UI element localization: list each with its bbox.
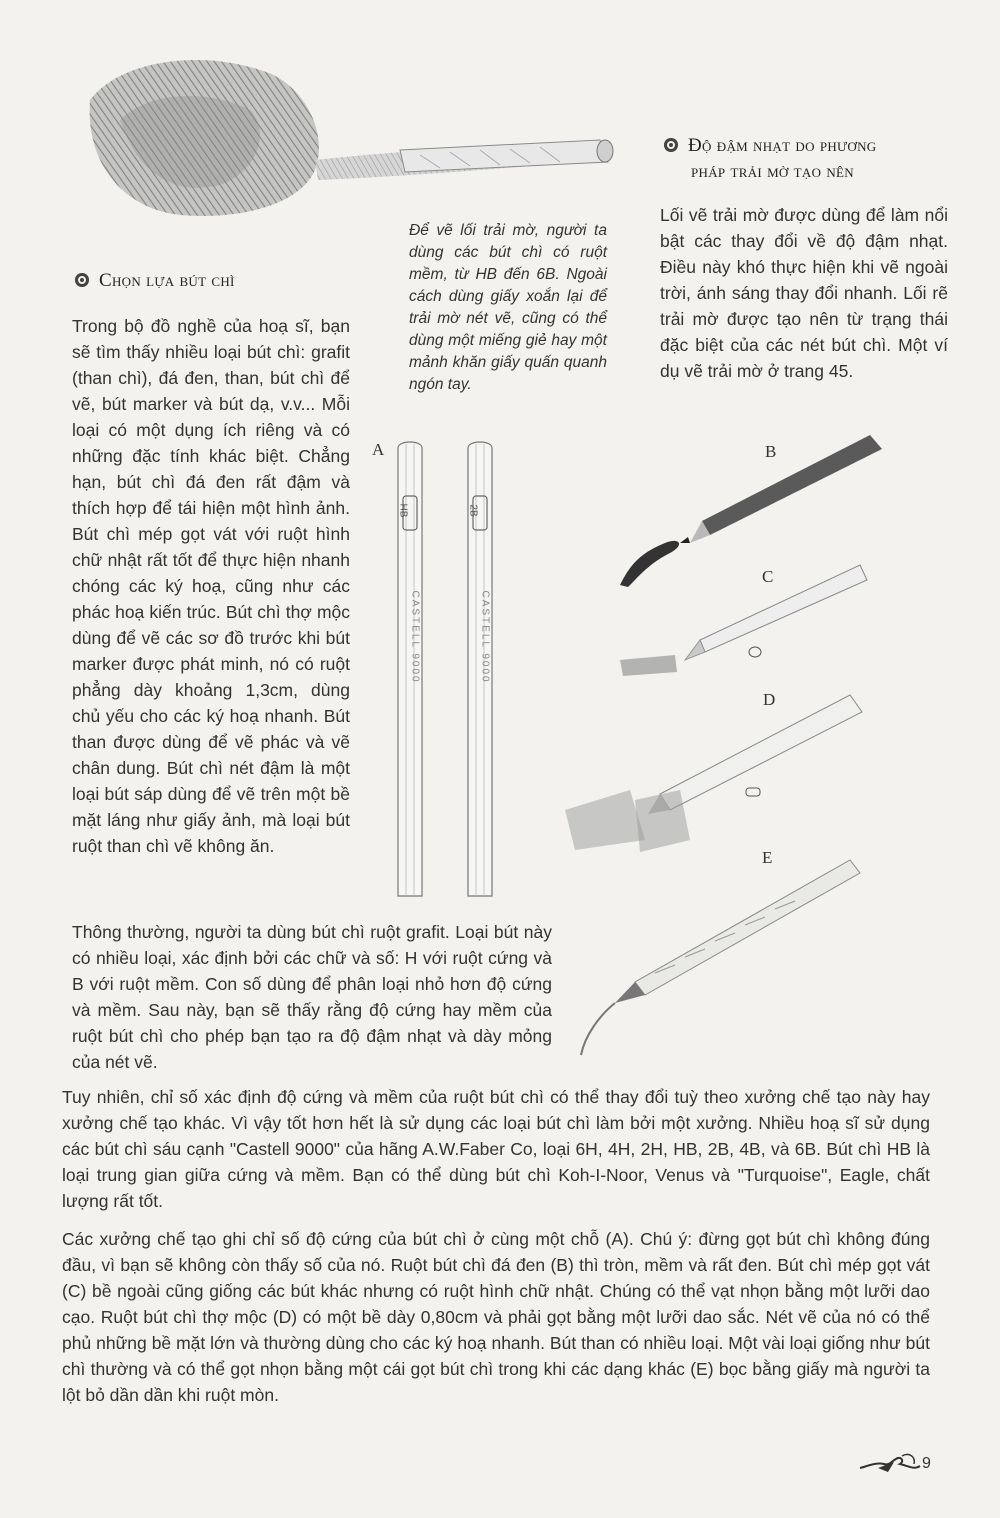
pencil-caption: Để vẽ lối trải mờ, người ta dùng các bút chì có ruột mềm, từ HB đến 6B. Ngoài cách dùng giấy xoắn lại để trải mờ nét vẽ, cũng có thể dùng một miếng giẻ hay một mảnh khăn giấy quấn quanh ngón tay. [409, 222, 607, 393]
pencil-e-illustration [575, 855, 865, 1065]
heading-choose-pencil-text: Chọn lựa bút chì [99, 270, 235, 291]
label-b: B [765, 442, 777, 461]
bullet-icon [75, 273, 89, 287]
right-column-text: Lối vẽ trải mờ được dùng để làm nổi bật các thay đổi về độ đậm nhạt. Điều này khó thực hiện khi vẽ ngoài trời, ánh sáng thay đổi nhanh. Lối rẽ trải mờ được tạo nên từ trạng thái đặc biệt của các nét bút chì. Một ví dụ vẽ trải mờ ở trang 45. [660, 205, 948, 381]
pencil-hardness-paragraph: Tuy nhiên, chỉ số xác định độ cứng và mềm của ruột bút chì có thể thay đổi tuỳ theo xưởng chế tạo này hay xưởng chế tạo khác. Vì vậy tốt hơn hết là sử dụng các loại bút chì làm bởi một xưởng. Nhiều hoạ sĩ sử dụng các bút chì sáu cạnh "Castell 9000" của hãng A.W.Faber Co, loại 6H, 4H, 2H, HB, 2B, 4B, và 6B. Bút chì HB là loại trung gian giữa cứng và mềm. Bạn có thể dùng bút chì Koh-I-Noor, Venus và "Turquoise", Eagle, chất lượng rất tốt. [62, 1087, 930, 1211]
pencil-b-brand: CASTELL 9000 [479, 590, 491, 684]
pencil-a-brand: CASTELL 9000 [409, 590, 421, 684]
label-a: A [372, 440, 385, 459]
pencil-types-paragraph: Các xưởng chế tạo ghi chỉ số độ cứng của bút chì ở cùng một chỗ (A). Chú ý: đừng gọt bút chì không đúng đầu, vì bạn sẽ không còn thấy số của nó. Ruột bút chì đá đen (B) thì tròn, mềm và rất đen. Bút chì mép gọt vát (C) bề ngoài cũng giống các bút khác nhưng có ruột hình chữ nhật. Chúng có thể vạt nhọn bằng một lưỡi dao cạo. Ruột bút chì thợ mộc (D) có một bề dày 0,80cm và phải gọt bằng một lưỡi dao sắc. Nét vẽ của nó có thể phủ những bề mặt lớn và thường dùng cho các ký hoạ nhanh. Bút than có nhiều loại. Một vài loại giống như bút chì thường và có thể gọt nhọn bằng một cái gọt bút chì trong khi các dạng khác (E) bọc bằng giấy mà người ta lột bỏ dần dần khi ruột mòn. [62, 1229, 930, 1405]
heading-shading-line1: Độ đậm nhạt do phương [688, 135, 877, 156]
pencil-c-illustration [615, 560, 875, 680]
label-e: E [762, 848, 773, 867]
pencil-d-illustration [560, 690, 870, 860]
heading-shading-line2: pháp trải mờ tạo nên [691, 161, 854, 182]
pencil-a-mark: HB [397, 503, 409, 518]
section-heading-shading [664, 133, 964, 185]
page-number: 9 [922, 1455, 931, 1472]
graphite-paragraph: Thông thường, người ta dùng bút chì ruột grafit. Loại bút này có nhiều loại, xác định bởi các chữ và số: H với ruột cứng và B với ruột mềm. Con số dùng để phân loại nhỏ hơn độ cứng và mềm. Sau này, bạn sẽ thấy rằng độ cứng hay mềm của ruột bút chì cho phép bạn tạo ra độ đậm nhạt và dày mỏng của nét vẽ. [72, 922, 552, 1072]
smudge-sketch-illustration [60, 20, 640, 250]
label-c: C [762, 567, 774, 586]
pencil-b-mark: 2B [467, 504, 479, 517]
bullet-icon [664, 138, 678, 152]
label-d: D [763, 690, 776, 709]
left-column-text: Trong bộ đồ nghề của hoạ sĩ, bạn sẽ tìm thấy nhiều loại bút chì: grafit (than chì), đá đen, than, bút chì để vẽ, bút marker và bút dạ, v.v... Mỗi loại có một dụng ích riêng và có những đặc tính khác biệt. Chẳng hạn, bút chì đá đen rất đậm và thích hợp để tái hiện một hình ảnh. Bút chì mép gọt vát với ruột hình chữ nhật rất tốt để thực hiện nhanh chóng các ký hoạ, cũng như các phác hoạ kiến trúc. Bút chì thợ mộc dùng để vẽ các sơ đồ trước khi bút marker được phát minh, nó có ruột phẳng dày khoảng 1,3cm, dùng chủ yếu cho các ký hoạ nhanh. Bút than được dùng để vẽ phác và vẽ chân dung. Bút chì nét đậm là một loại bút sáp dùng để vẽ trên một bề mặt láng như giấy ảnh, mà loại bút ruột than chì vẽ không ăn. [72, 316, 350, 856]
section-heading-choose-pencil [75, 268, 355, 294]
page-ornament-icon [858, 1452, 926, 1478]
